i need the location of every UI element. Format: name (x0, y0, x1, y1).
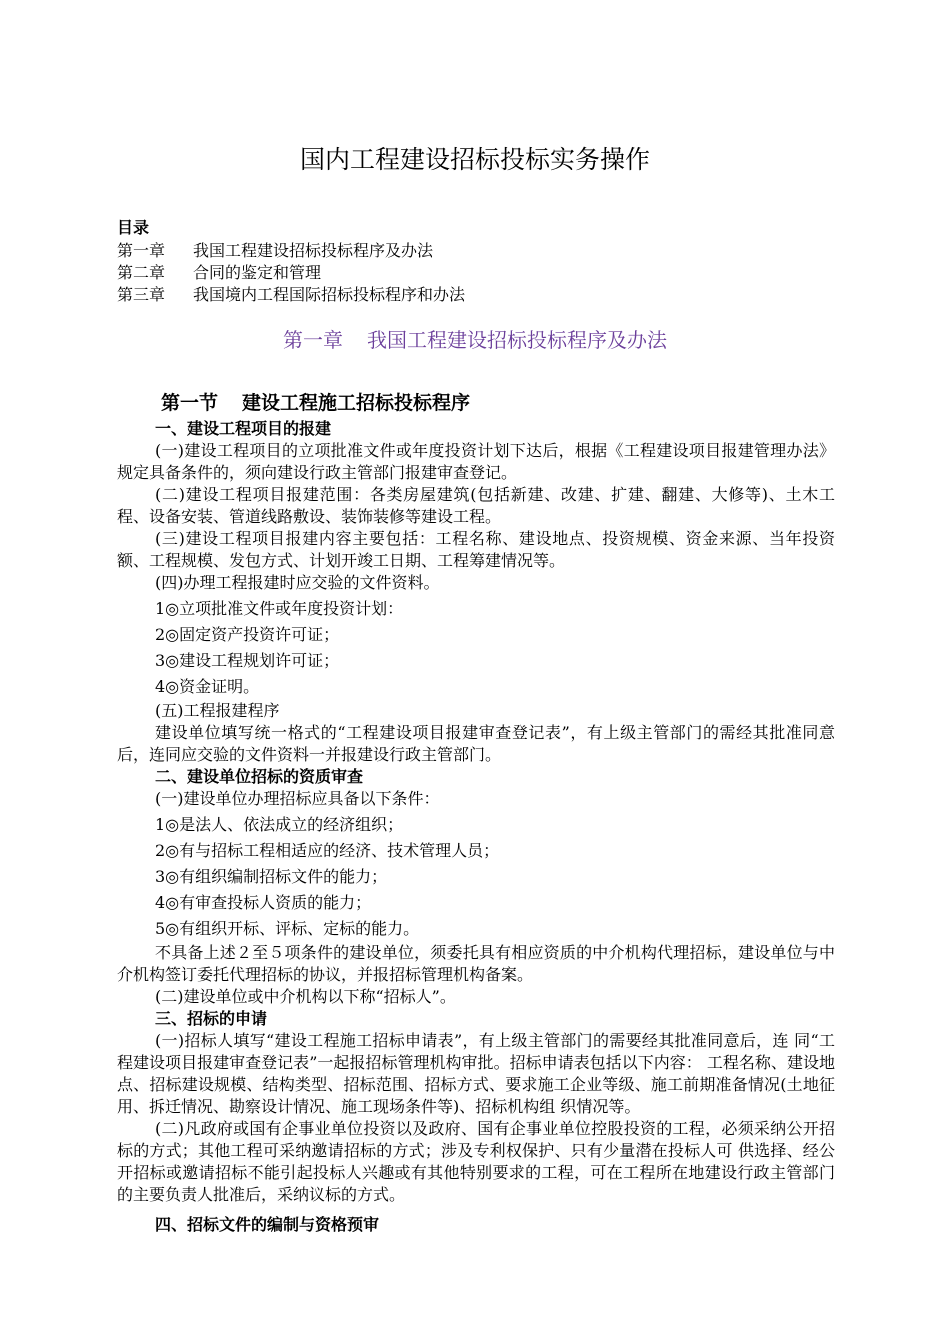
paragraph: (三)建设工程项目报建内容主要包括：工程名称、建设地点、投资规模、资金来源、当年投资额、工程规模、发包方式、计划开竣工日期、工程筹建情况等。 (117, 529, 835, 570)
list-item: 2◎有与招标工程相适应的经济、技术管理人员； (155, 841, 500, 860)
chapter-name: 我国工程建设招标投标程序及办法 (367, 328, 667, 352)
list-item: 3◎有组织编制招标文件的能力； (155, 867, 388, 886)
paragraph: (二)建设单位或中介机构以下称“招标人”。 (155, 987, 456, 1006)
toc-item-number: 第三章 (117, 285, 166, 304)
document-body (117, 388, 835, 1236)
paragraph: 建设单位填写统一格式的“工程建设项目报建审查登记表”，有上级主管部门的需经其批准同意后，连同应交验的文件资料一并报建设行政主管部门。 (117, 723, 835, 764)
section-number: 第一节 (161, 392, 219, 414)
toc-item-title: 我国工程建设招标投标程序及办法 (193, 241, 434, 260)
paragraph: (四)办理工程报建时应交验的文件资料。 (155, 573, 440, 592)
paragraph: (一)建设单位办理招标应具备以下条件： (155, 789, 440, 808)
list-item: 1◎是法人、依法成立的经济组织； (155, 815, 404, 834)
chapter-title (0, 325, 950, 355)
toc-item-title: 我国境内工程国际招标投标程序和办法 (193, 285, 466, 304)
list-item: 5◎有组织开标、评标、定标的能力。 (155, 919, 420, 938)
part-heading: 二、建设单位招标的资质审查 (155, 767, 364, 786)
toc-item[interactable] (117, 284, 465, 306)
paragraph: (五)工程报建程序 (155, 701, 280, 720)
paragraph: (一)招标人填写“建设工程施工招标申请表”，有上级主管部门的需要经其批准同意后，连 同“工程建设项目报建审查登记表”一起报招标管理机构审批。招标申请表包括以下内容： 工程名称、建设地点、招标建设规模、结构类型、招标范围、招标方式、要求施工企业等级、施工前期准备情况(土地征用、拆迁情况、勘察设计情况、施工现场条件等)、招标机构组 织情况等。 (117, 1031, 835, 1116)
toc-item-number: 第二章 (117, 263, 166, 282)
list-item: 4◎资金证明。 (155, 677, 260, 696)
list-item: 3◎建设工程规划许可证； (155, 651, 340, 670)
chapter-number: 第一章 (283, 328, 343, 352)
toc-item-number: 第一章 (117, 241, 166, 260)
paragraph: 不具备上述２至５项条件的建设单位，须委托具有相应资质的中介机构代理招标，建设单位与中介机构签订委托代理招标的协议，并报招标管理机构备案。 (117, 943, 835, 984)
part-heading: 三、招标的申请 (155, 1009, 268, 1028)
toc-item-title: 合同的鉴定和管理 (193, 263, 322, 282)
paragraph: (二)凡政府或国有企事业单位投资以及政府、国有企事业单位控股投资的工程，必须采纳公开招标的方式；其他工程可采纳邀请招标的方式；涉及专利权保护、只有少量潜在投标人可 供选择、经公开招标或邀请招标不能引起投标人兴趣或有其他特别要求的工程，可在工程所在地建设行政主管部门的主要负责人批准后，采纳议标的方式。 (117, 1119, 835, 1204)
list-item: 4◎有审查投标人资质的能力； (155, 893, 372, 912)
toc-item[interactable] (117, 240, 465, 262)
table-of-contents (117, 240, 465, 306)
document-title: 国内工程建设招标投标实务操作 (299, 145, 650, 174)
paragraph: (二)建设工程项目报建范围：各类房屋建筑(包括新建、改建、扩建、翻建、大修等)、土木工程、设备安装、管道线路敷设、装饰装修等建设工程。 (117, 485, 835, 526)
part-heading: 四、招标文件的编制与资格预审 (155, 1215, 380, 1234)
paragraph: (一)建设工程项目的立项批准文件或年度投资计划下达后，根据《工程建设项目报建管理办法》规定具备条件的，须向建设行政主管部门报建审查登记。 (117, 441, 835, 482)
part-heading: 一、建设工程项目的报建 (155, 419, 332, 438)
toc-heading: 目录 (117, 218, 150, 237)
list-item: 1◎立项批准文件或年度投资计划： (155, 599, 404, 618)
section-name: 建设工程施工招标投标程序 (242, 392, 471, 414)
toc-item[interactable] (117, 262, 465, 284)
section-title (117, 388, 835, 418)
list-item: 2◎固定资产投资许可证； (155, 625, 340, 644)
